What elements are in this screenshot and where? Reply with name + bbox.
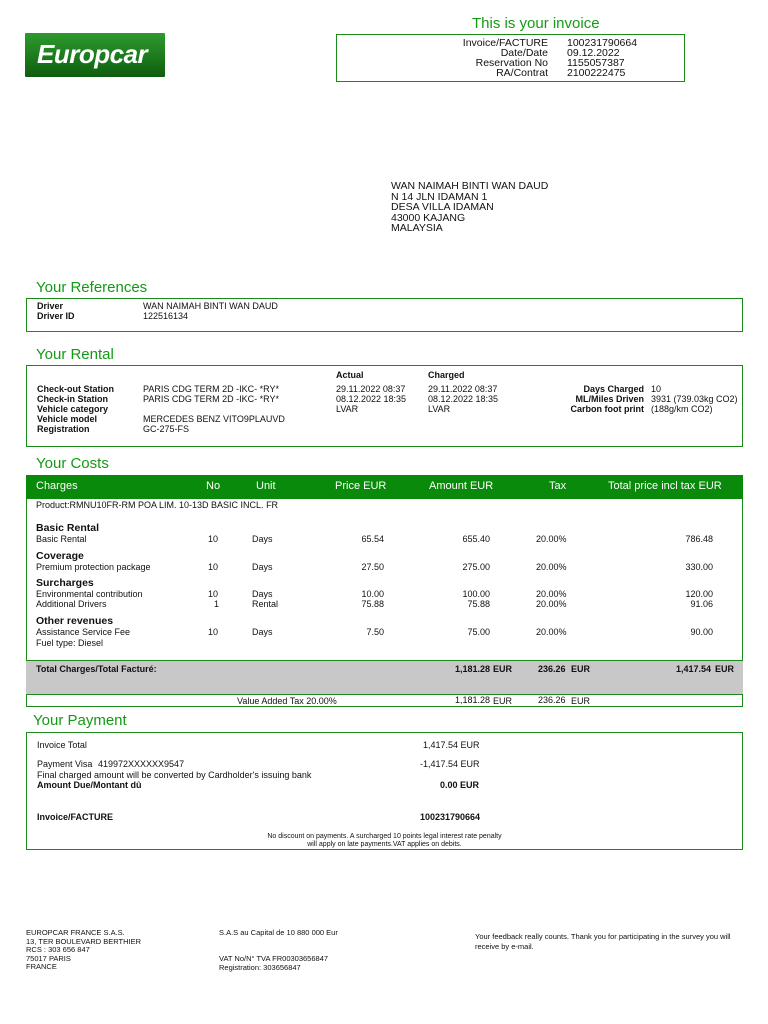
footer-feedback bbox=[475, 932, 731, 952]
line-tax: 20.00% bbox=[536, 599, 567, 609]
line-amount: 655.40 bbox=[462, 534, 490, 544]
footer-company-line: 75017 PARIS bbox=[26, 953, 71, 963]
line-no: 1 bbox=[214, 599, 220, 609]
logo-text: Europcar bbox=[37, 39, 148, 69]
line-amount: 75.00 bbox=[467, 627, 490, 637]
vat-tax-currency: EUR bbox=[571, 696, 591, 706]
line-no: 10 bbox=[208, 589, 219, 599]
line-tax: 20.00% bbox=[536, 589, 567, 599]
vehicle-category-charged: LVAR bbox=[428, 404, 451, 414]
driver-label: Driver bbox=[37, 301, 64, 311]
amount-due-value: 0.00 EUR bbox=[440, 780, 480, 790]
vat-tax: 236.26 bbox=[538, 695, 566, 705]
invoice-total-value: 1,417.54 EUR bbox=[423, 740, 480, 750]
header-price: Price EUR bbox=[335, 480, 387, 492]
footer-vat: VAT No/N° TVA FR00303656847 bbox=[219, 954, 329, 963]
driver-id-value: 122516134 bbox=[143, 311, 189, 321]
payment-card-number: 419972XXXXXX9547 bbox=[98, 759, 185, 769]
footer-registration: Registration: 303656847 bbox=[219, 963, 301, 972]
footer-company bbox=[26, 929, 141, 972]
header-amount: Amount EUR bbox=[429, 480, 494, 492]
driver-id-label: Driver ID bbox=[37, 311, 75, 321]
line-total: 90.00 bbox=[690, 627, 713, 637]
reservation-label: Reservation No bbox=[475, 57, 548, 69]
line-total: 91.06 bbox=[690, 599, 713, 609]
grand-total-currency: EUR bbox=[715, 664, 735, 674]
line-unit: Days bbox=[252, 589, 273, 599]
total-amount-currency: EUR bbox=[493, 664, 513, 674]
footer-feedback-line: receive by e-mail. bbox=[475, 942, 534, 951]
vat-amount: 1,181.28 bbox=[454, 695, 490, 705]
charged-header: Charged bbox=[428, 370, 465, 380]
line-desc: Premium protection package bbox=[36, 562, 151, 572]
fuel-type: Fuel type: Diesel bbox=[36, 638, 104, 648]
footer-capital: S.A.S au Capital de 10 880 000 Eur bbox=[219, 928, 338, 937]
line-total: 120.00 bbox=[685, 589, 713, 599]
invoice-date-value: 09.12.2022 bbox=[567, 47, 620, 59]
invoice-date-label: Date/Date bbox=[500, 47, 548, 59]
footer-company-line: RCS : 303 656 847 bbox=[26, 945, 90, 955]
facture-value: 100231790664 bbox=[420, 812, 481, 822]
total-tax-currency: EUR bbox=[571, 664, 591, 674]
payment-box bbox=[26, 732, 743, 850]
payment-terms bbox=[27, 833, 742, 849]
costs-title: Your Costs bbox=[36, 455, 109, 472]
contract-label: RA/Contrat bbox=[496, 67, 548, 79]
line-desc: Environmental contribution bbox=[36, 589, 143, 599]
payment-terms-line: No discount on payments. A surcharged 10 points legal interest rate penalty bbox=[267, 833, 502, 840]
line-amount: 75.88 bbox=[467, 599, 490, 609]
line-unit: Days bbox=[252, 534, 273, 544]
line-no: 10 bbox=[208, 534, 219, 544]
header-tax: Tax bbox=[549, 480, 567, 492]
checkin-charged: 08.12.2022 18:35 bbox=[428, 394, 499, 404]
address-line: DESA VILLA IDAMAN bbox=[391, 201, 494, 213]
line-desc: Assistance Service Fee bbox=[36, 627, 131, 637]
line-no: 10 bbox=[208, 627, 219, 637]
address-line: N 14 JLN IDAMAN 1 bbox=[391, 190, 488, 203]
totals-band bbox=[26, 660, 743, 694]
rental-box bbox=[26, 365, 743, 447]
vat-label: Value Added Tax 20.00% bbox=[237, 696, 337, 706]
address-line: WAN NAIMAH BINTI WAN DAUD bbox=[391, 180, 549, 192]
product-line: Product:RMNU10FR-RM POA LIM. 10-13D BASIC INCL. FR bbox=[36, 500, 279, 510]
invoice-total-label: Invoice Total bbox=[37, 740, 87, 750]
vehicle-category-actual: LVAR bbox=[336, 404, 359, 414]
rental-title: Your Rental bbox=[36, 346, 114, 363]
references-box bbox=[26, 298, 743, 332]
days-charged-value: 10 bbox=[651, 384, 662, 394]
header-charges: Charges bbox=[36, 480, 78, 492]
vehicle-model-value: MERCEDES BENZ VITO9PLAUVD bbox=[143, 414, 285, 424]
conversion-note: Final charged amount will be converted by Cardholder's issuing bank bbox=[37, 770, 312, 780]
line-amount: 275.00 bbox=[462, 562, 490, 572]
invoice-number-label: Invoice/FACTURE bbox=[462, 37, 548, 49]
europcar-logo bbox=[25, 33, 165, 77]
payment-terms-line: will apply on late payments.VAT applies on debits. bbox=[307, 841, 462, 848]
line-total: 330.00 bbox=[685, 562, 713, 572]
line-total: 786.48 bbox=[685, 534, 713, 544]
days-charged-label: Days Charged bbox=[583, 384, 644, 394]
amount-due-label: Amount Due/Montant dû bbox=[37, 780, 142, 790]
invoice-title: This is your invoice bbox=[472, 15, 600, 32]
line-price: 10.00 bbox=[361, 589, 384, 599]
checkout-charged: 29.11.2022 08:37 bbox=[428, 384, 498, 394]
checkout-label: Check-out Station bbox=[37, 384, 115, 394]
group-surcharges: Surcharges bbox=[36, 577, 94, 589]
vat-amount-currency: EUR bbox=[493, 696, 513, 706]
footer-company-line: 13, TER BOULEVARD BERTHIER bbox=[26, 936, 142, 946]
costs-table-header bbox=[26, 475, 743, 499]
line-tax: 20.00% bbox=[536, 562, 567, 572]
line-no: 10 bbox=[208, 562, 219, 572]
line-amount: 100.00 bbox=[462, 589, 490, 599]
footer-company-line: FRANCE bbox=[26, 962, 57, 972]
checkin-actual: 08.12.2022 18:35 bbox=[336, 394, 407, 404]
line-price: 27.50 bbox=[361, 562, 384, 572]
line-desc: Additional Drivers bbox=[36, 599, 107, 609]
address-line: 43000 KAJANG bbox=[391, 211, 466, 224]
line-tax: 20.00% bbox=[536, 534, 567, 544]
driver-value: WAN NAIMAH BINTI WAN DAUD bbox=[143, 301, 278, 311]
carbon-value: (188g/km CO2) bbox=[651, 404, 713, 414]
payment-title: Your Payment bbox=[33, 712, 127, 729]
checkin-label: Check-in Station bbox=[37, 394, 109, 404]
checkout-actual: 29.11.2022 08:37 bbox=[336, 384, 406, 394]
contract-value: 2100222475 bbox=[567, 67, 626, 79]
line-price: 65.54 bbox=[361, 534, 384, 544]
group-other-revenues: Other revenues bbox=[36, 615, 114, 627]
address-line: MALAYSIA bbox=[391, 222, 443, 234]
vehicle-model-label: Vehicle model bbox=[37, 414, 98, 424]
header-no: No bbox=[206, 480, 221, 492]
footer-feedback-line: Your feedback really counts. Thank you for participating in the survey you will bbox=[475, 932, 731, 941]
header-total: Total price incl tax EUR bbox=[608, 480, 722, 492]
registration-value: GC-275-FS bbox=[143, 424, 190, 434]
payment-visa-value: -1,417.54 EUR bbox=[420, 759, 480, 769]
line-unit: Days bbox=[252, 627, 273, 637]
customer-address bbox=[391, 181, 548, 234]
footer-company-line: EUROPCAR FRANCE S.A.S. bbox=[26, 928, 125, 937]
checkout-station: PARIS CDG TERM 2D -IKC- *RY* bbox=[143, 384, 280, 394]
payment-visa-label: Payment Visa bbox=[37, 759, 93, 769]
miles-driven-label: ML/Miles Driven bbox=[575, 394, 644, 404]
contract-row bbox=[337, 68, 684, 78]
invoice-info-box bbox=[336, 34, 685, 82]
group-coverage: Coverage bbox=[36, 550, 84, 562]
total-charges-label: Total Charges/Total Facturé: bbox=[36, 664, 157, 674]
invoice-number-value: 100231790664 bbox=[567, 37, 638, 49]
references-title: Your References bbox=[36, 279, 148, 296]
miles-driven-value: 3931 (739.03kg CO2) bbox=[651, 394, 738, 404]
line-desc: Basic Rental bbox=[36, 534, 87, 544]
registration-label: Registration bbox=[37, 424, 90, 434]
carbon-label: Carbon foot print bbox=[570, 404, 644, 414]
line-price: 7.50 bbox=[366, 627, 384, 637]
reservation-value: 1155057387 bbox=[567, 57, 625, 69]
line-tax: 20.00% bbox=[536, 627, 567, 637]
actual-header: Actual bbox=[336, 370, 364, 380]
vat-divider bbox=[26, 694, 743, 695]
header-unit: Unit bbox=[256, 480, 276, 492]
group-basic-rental: Basic Rental bbox=[36, 522, 100, 534]
line-unit: Days bbox=[252, 562, 273, 572]
total-amount: 1,181.28 bbox=[454, 664, 490, 674]
line-unit: Rental bbox=[252, 599, 279, 609]
grand-total: 1,417.54 bbox=[675, 664, 711, 674]
line-price: 75.88 bbox=[361, 599, 384, 609]
total-tax: 236.26 bbox=[538, 664, 566, 674]
facture-label: Invoice/FACTURE bbox=[37, 812, 114, 822]
vehicle-category-label: Vehicle category bbox=[37, 404, 109, 414]
checkin-station: PARIS CDG TERM 2D -IKC- *RY* bbox=[143, 394, 280, 404]
